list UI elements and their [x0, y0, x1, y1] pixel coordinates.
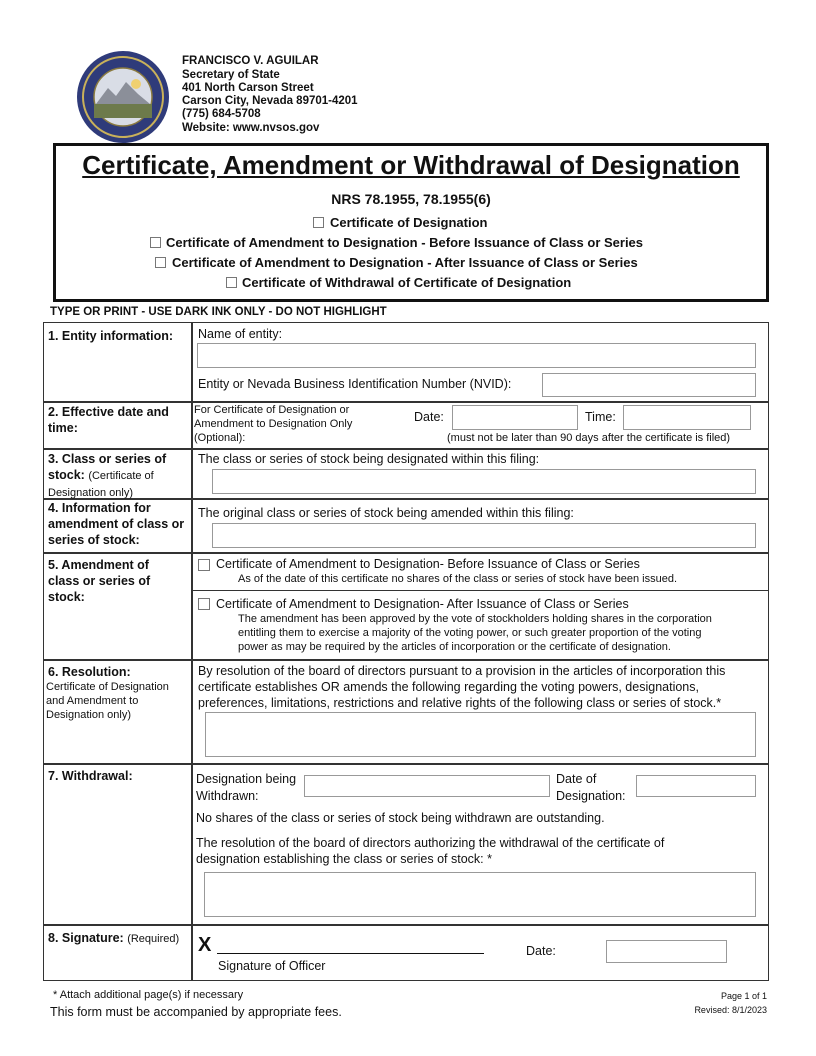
statute-reference: NRS 78.1955, 78.1955(6) — [331, 191, 491, 207]
nevada-state-seal — [76, 50, 170, 144]
amend-after-desc: The amendment has been approved by the vote of stockholders holding shares in the corporation — [238, 613, 712, 625]
designation-withdrawn-field[interactable] — [304, 775, 550, 797]
effective-for-line: Amendment to Designation Only — [194, 418, 353, 430]
designation-withdrawn-label: Designation being — [196, 772, 297, 786]
effective-for-line: (Optional): — [194, 432, 246, 444]
entity-name-label: Name of entity: — [198, 327, 283, 341]
checkbox-amend-before[interactable] — [198, 559, 210, 571]
section-6-sub: Certificate of Designation and Amendment to Designation only) — [46, 681, 169, 721]
row-divider — [43, 552, 769, 554]
class-amended-prompt: The original class or series of stock being amended within this filing: — [198, 506, 574, 520]
section-6-label: 6. Resolution: — [48, 665, 131, 679]
withdrawal-resolution-text: The resolution of the board of directors authorizing the withdrawal of the certificate of — [196, 836, 665, 850]
row-divider — [43, 448, 769, 450]
class-amended-field[interactable] — [212, 523, 756, 548]
designation-withdrawn-label: Withdrawn: — [196, 789, 259, 803]
section-3-label: 3. Class or series of stock: — [48, 452, 167, 482]
row-divider — [191, 590, 769, 591]
fees-note: This form must be accompanied by appropriate fees. — [50, 1005, 342, 1019]
ink-instruction: TYPE OR PRINT - USE DARK INK ONLY - DO NOT HIGHLIGHT — [50, 306, 387, 318]
resolution-field[interactable] — [205, 712, 756, 757]
row-divider — [43, 659, 769, 661]
entity-name-field[interactable] — [197, 343, 756, 368]
attach-note: * Attach additional page(s) if necessary — [53, 989, 244, 1001]
signature-line[interactable] — [217, 953, 484, 954]
phone-number: (775) 684-5708 — [182, 108, 261, 120]
office-title: Secretary of State — [182, 69, 280, 81]
checkbox-amendment-after-issuance[interactable] — [155, 257, 166, 268]
row-divider — [43, 924, 769, 926]
effective-time-field[interactable] — [623, 405, 751, 430]
signature-caption: Signature of Officer — [218, 959, 326, 973]
checkbox-amendment-before-issuance[interactable] — [150, 237, 161, 248]
resolution-text: preferences, limitations, restrictions and relative rights of the following class or series of stock.* — [198, 696, 722, 710]
street-address: 401 North Carson Street — [182, 82, 314, 94]
section-3-sub: (Certificate of Designation only) — [48, 470, 154, 499]
secretary-name: FRANCISCO V. AGUILAR — [182, 55, 319, 67]
section-7-label: 7. Withdrawal: — [48, 769, 133, 783]
amend-after-desc: entitling them to exercise a majority of the voting power, or such greater proportion of the voting — [238, 627, 702, 639]
resolution-text: By resolution of the board of directors pursuant to a provision in the articles of incorporation this — [198, 664, 726, 678]
nvid-label: Entity or Nevada Business Identification Number (NVID): — [198, 377, 512, 391]
column-divider — [191, 322, 193, 981]
amend-after-label: Certificate of Amendment to Designation- After Issuance of Class or Series — [216, 597, 629, 611]
nvid-field[interactable] — [542, 373, 756, 397]
no-shares-statement: No shares of the class or series of stock being withdrawn are outstanding. — [196, 811, 605, 825]
section-2-label: 2. Effective date and time: — [48, 405, 169, 435]
checkbox-certificate-of-designation[interactable] — [313, 217, 324, 228]
signature-date-label: Date: — [526, 944, 556, 958]
effective-date-field[interactable] — [452, 405, 578, 430]
section-8-label: 8. Signature: — [48, 931, 124, 945]
class-designated-prompt: The class or series of stock being designated within this filing: — [198, 452, 540, 466]
section-8-sub: (Required) — [127, 933, 180, 945]
revised-date: Revised: 8/1/2023 — [694, 1005, 767, 1015]
amend-before-desc: As of the date of this certificate no shares of the class or series of stock have been issued. — [238, 573, 678, 585]
withdrawal-resolution-field[interactable] — [204, 872, 756, 917]
filing-type-label: Certificate of Withdrawal of Certificate of Designation — [242, 275, 572, 290]
resolution-text: certificate establishes OR amends the following regarding the voting powers, designations, — [198, 680, 699, 694]
designation-date-label: Designation: — [556, 789, 626, 803]
designation-date-label: Date of — [556, 772, 597, 786]
filing-type-label: Certificate of Designation — [330, 215, 488, 230]
designation-date-field[interactable] — [636, 775, 756, 797]
effective-time-label: Time: — [585, 410, 616, 424]
signature-x-mark: X — [198, 934, 212, 956]
checkbox-withdrawal[interactable] — [226, 277, 237, 288]
amend-before-label: Certificate of Amendment to Designation- Before Issuance of Class or Series — [216, 557, 640, 571]
page-number: Page 1 of 1 — [720, 991, 767, 1001]
row-divider — [43, 763, 769, 765]
city-address: Carson City, Nevada 89701-4201 — [182, 95, 358, 107]
withdrawal-resolution-text: designation establishing the class or series of stock: * — [196, 852, 492, 866]
amend-after-desc: power as may be required by the articles of incorporation or the certificate of designation. — [238, 641, 671, 653]
website: Website: www.nvsos.gov — [182, 122, 320, 134]
effective-date-label: Date: — [414, 410, 444, 424]
effective-for-line: For Certificate of Designation or — [194, 404, 350, 416]
form-title: Certificate, Amendment or Withdrawal of Designation — [82, 150, 740, 180]
section-1-label: 1. Entity information: — [48, 329, 173, 343]
effective-date-note: (must not be later than 90 days after the certificate is filed) — [447, 432, 731, 444]
filing-type-label: Certificate of Amendment to Designation - After Issuance of Class or Series — [172, 255, 638, 270]
class-designated-field[interactable] — [212, 469, 756, 494]
signature-date-field[interactable] — [606, 940, 727, 963]
checkbox-amend-after[interactable] — [198, 598, 210, 610]
filing-type-label: Certificate of Amendment to Designation - Before Issuance of Class or Series — [166, 235, 644, 250]
section-5-label: 5. Amendment of class or series of stock: — [48, 558, 151, 604]
row-divider — [43, 401, 769, 403]
section-4-label: 4. Information for amendment of class or series of stock: — [48, 501, 185, 547]
